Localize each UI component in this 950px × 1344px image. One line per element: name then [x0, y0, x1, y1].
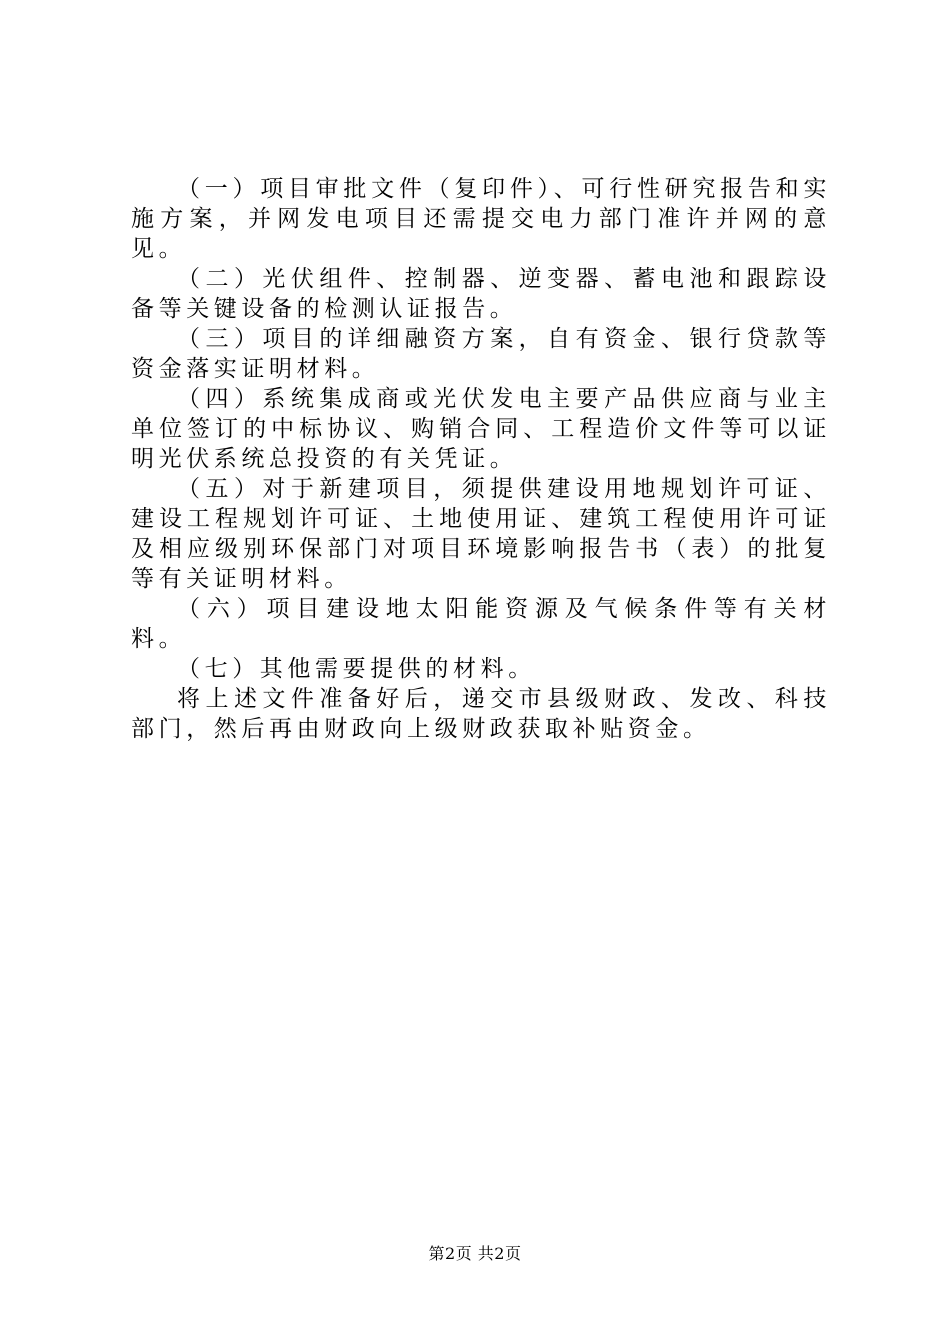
page-total: 共2页: [477, 1244, 522, 1263]
closing-paragraph: 将上述文件准备好后，递交市县级财政、发改、科技部门，然后再由财政向上级财政获取补贴资金。: [131, 686, 831, 742]
page-number: 第2页: [428, 1244, 473, 1263]
paragraph-item-6: （六）项目建设地太阳能资源及气候条件等有关材料。: [131, 596, 831, 652]
paragraph-item-5: （五）对于新建项目，须提供建设用地规划许可证、建设工程规划许可证、土地使用证、建筑工程使用许可证及相应级别环保部门对项目环境影响报告书（表）的批复等有关证明材料。: [131, 476, 831, 592]
paragraph-item-1: （一）项目审批文件（复印件）、可行性研究报告和实施方案，并网发电项目还需提交电力部门准许并网的意见。: [131, 176, 831, 262]
paragraph-item-7: （七）其他需要提供的材料。: [177, 656, 536, 682]
paragraph-item-3: （三）项目的详细融资方案，自有资金、银行贷款等资金落实证明材料。: [131, 326, 831, 382]
paragraph-item-4: （四）系统集成商或光伏发电主要产品供应商与业主单位签订的中标协议、购销合同、工程造价文件等可以证明光伏系统总投资的有关凭证。: [131, 386, 831, 472]
page-footer: [0, 1244, 950, 1264]
document-body: [131, 174, 831, 744]
paragraph-item-2: （二）光伏组件、控制器、逆变器、蓄电池和跟踪设备等关键设备的检测认证报告。: [131, 266, 831, 322]
